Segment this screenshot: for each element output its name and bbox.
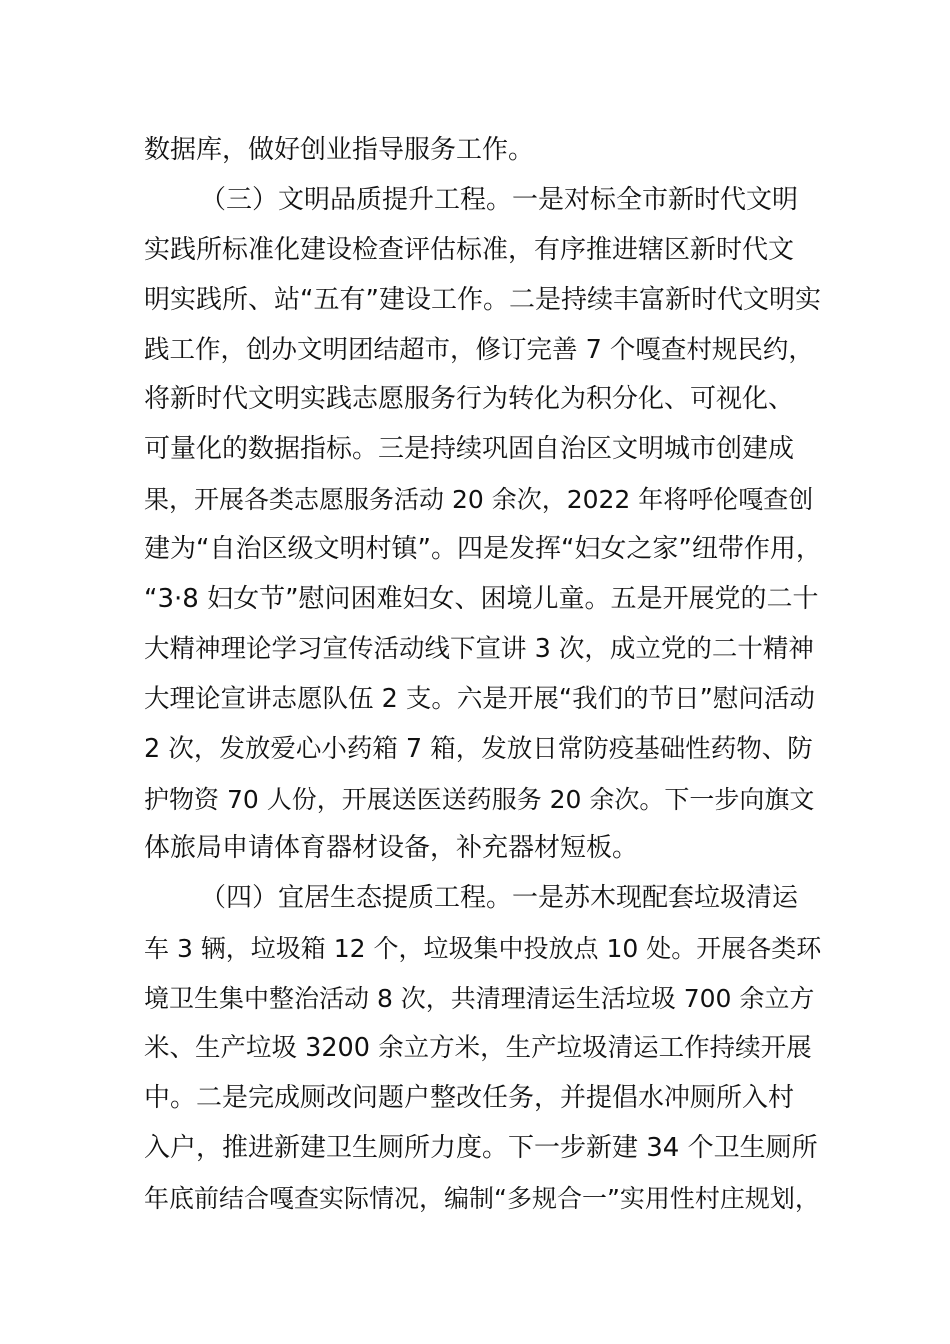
text-line: 境卫生集中整治活动 8 次，共清理清运生活垃圾 700 余立方 — [144, 984, 815, 1014]
text-line: 体旅局申请体育器材设备，补充器材短板。 — [144, 833, 639, 864]
text-line: 大理论宣讲志愿队伍 2 支。六是开展“我们的节日”慰问活动 — [144, 683, 815, 714]
text-line: 米、生产垃圾 3200 余立方米，生产垃圾清运工作持续开展 — [144, 1033, 812, 1064]
text-line: 明实践所、站“五有”建设工作。二是持续丰富新时代文明实 — [144, 284, 821, 315]
text-line: 车 3 辆，垃圾箱 12 个，垃圾集中投放点 10 处。开展各类环 — [144, 934, 822, 964]
text-line: 可量化的数据指标。三是持续巩固自治区文明城市创建成 — [144, 434, 795, 465]
text-line: 建为“自治区级文明村镇”。四是发挥“妇女之家”纽带作用， — [144, 534, 822, 565]
text-line: 将新时代文明实践志愿服务行为转化为积分化、可视化、 — [144, 384, 795, 415]
text-line: （四）宜居生态提质工程。一是苏木现配套垃圾清运 — [200, 883, 799, 914]
text-line: 果，开展各类志愿服务活动 20 余次，2022 年将呼伦嘎查创 — [144, 485, 814, 515]
text-line: （三）文明品质提升工程。一是对标全市新时代文明 — [200, 184, 799, 215]
text-line: 护物资 70 人份，开展送医送药服务 20 余次。下一步向旗文 — [144, 784, 815, 814]
text-line: 践工作，创办文明团结超市，修订完善 7 个嘎查村规民约， — [144, 334, 814, 365]
text-line: 大精神理论学习宣传活动线下宣讲 3 次，成立党的二十精神 — [144, 633, 814, 664]
text-line: 数据库，做好创业指导服务工作。 — [144, 135, 535, 165]
text-line: 中。二是完成厕改问题户整改任务，并提倡水冲厕所入村 — [144, 1082, 795, 1113]
body-text — [144, 126, 824, 1224]
text-line: 入户，推进新建卫生厕所力度。下一步新建 34 个卫生厕所 — [144, 1132, 818, 1163]
text-line: “3·8 妇女节”慰问困难妇女、困境儿童。五是开展党的二十 — [144, 584, 819, 615]
text-line: 实践所标准化建设检查评估标准，有序推进辖区新时代文 — [144, 234, 795, 265]
text-line: 2 次，发放爱心小药箱 7 箱，发放日常防疫基础性药物、防 — [144, 733, 813, 764]
text-line: 年底前结合嘎查实际情况，编制“多规合一”实用性村庄规划， — [144, 1183, 820, 1213]
